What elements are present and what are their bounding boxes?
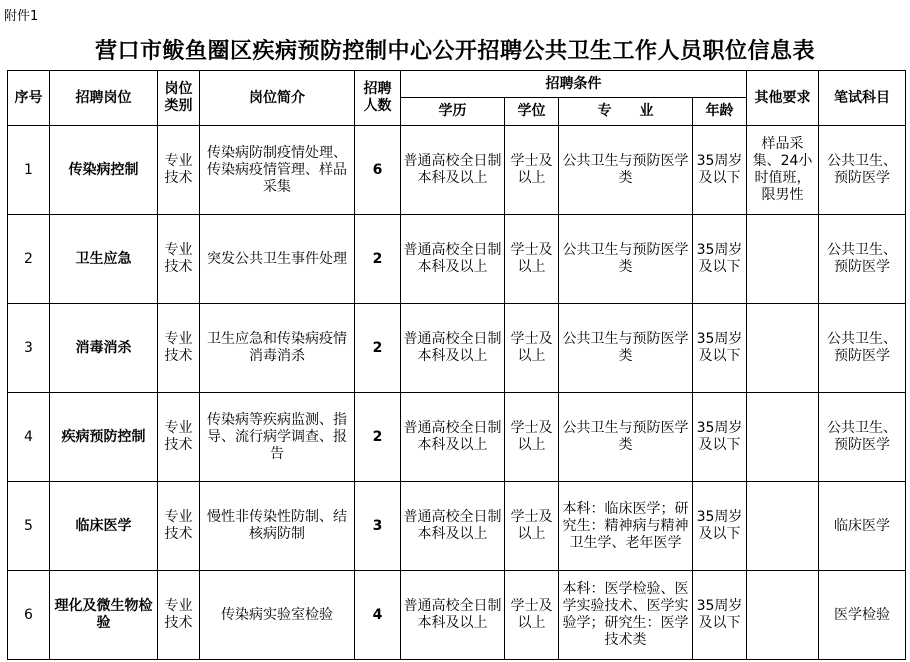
cell-intro: 传染病等疾病监测、指导、流行病学调查、报告: [200, 393, 355, 482]
cell-post: 临床医学: [50, 482, 158, 571]
cell-age: 35周岁及以下: [693, 482, 747, 571]
cell-age: 35周岁及以下: [693, 126, 747, 215]
cell-count: 6: [355, 126, 401, 215]
cell-degree: 学士及以上: [505, 215, 559, 304]
cell-degree: 学士及以上: [505, 126, 559, 215]
cell-intro: 传染病实验室检验: [200, 571, 355, 660]
cell-post: 消毒消杀: [50, 304, 158, 393]
cell-major: 公共卫生与预防医学类: [559, 126, 693, 215]
cell-post: 传染病控制: [50, 126, 158, 215]
cell-age: 35周岁及以下: [693, 571, 747, 660]
table-row: [8, 393, 906, 482]
cell-category: 专业技术: [158, 304, 200, 393]
cell-post: 卫生应急: [50, 215, 158, 304]
cell-intro: 卫生应急和传染病疫情消毒消杀: [200, 304, 355, 393]
header-seq: 序号: [8, 71, 50, 126]
cell-count: 2: [355, 304, 401, 393]
table-row: [8, 215, 906, 304]
cell-age: 35周岁及以下: [693, 215, 747, 304]
cell-count: 2: [355, 215, 401, 304]
header-category: 岗位类别: [158, 71, 200, 126]
table-row: [8, 571, 906, 660]
cell-post: 疾病预防控制: [50, 393, 158, 482]
cell-exam: 公共卫生、预防医学: [819, 126, 906, 215]
header-intro: 岗位简介: [200, 71, 355, 126]
cell-other: [747, 304, 819, 393]
header-education: 学历: [401, 98, 505, 126]
cell-seq: 2: [8, 215, 50, 304]
cell-major: 公共卫生与预防医学类: [559, 304, 693, 393]
cell-major: 公共卫生与预防医学类: [559, 215, 693, 304]
cell-exam: 医学检验: [819, 571, 906, 660]
cell-degree: 学士及以上: [505, 304, 559, 393]
header-row-1: [8, 71, 906, 98]
attachment-label: 附件1: [4, 9, 39, 24]
header-degree: 学位: [505, 98, 559, 126]
cell-education: 普通高校全日制本科及以上: [401, 304, 505, 393]
cell-major: 本科：医学检验、医学实验技术、医学实验学；研究生：医学技术类: [559, 571, 693, 660]
cell-category: 专业技术: [158, 482, 200, 571]
table-row: [8, 304, 906, 393]
cell-count: 3: [355, 482, 401, 571]
header-major: 专 业: [559, 98, 693, 126]
cell-education: 普通高校全日制本科及以上: [401, 571, 505, 660]
cell-intro: 传染病防制疫情处理、传染病疫情管理、样品采集: [200, 126, 355, 215]
cell-education: 普通高校全日制本科及以上: [401, 215, 505, 304]
cell-exam: 公共卫生、预防医学: [819, 304, 906, 393]
cell-category: 专业技术: [158, 393, 200, 482]
cell-count: 4: [355, 571, 401, 660]
cell-education: 普通高校全日制本科及以上: [401, 482, 505, 571]
header-count: 招聘人数: [355, 71, 401, 126]
header-other: 其他要求: [747, 71, 819, 126]
cell-education: 普通高校全日制本科及以上: [401, 393, 505, 482]
cell-intro: 慢性非传染性防制、结核病防制: [200, 482, 355, 571]
cell-age: 35周岁及以下: [693, 304, 747, 393]
cell-education: 普通高校全日制本科及以上: [401, 126, 505, 215]
cell-major: 公共卫生与预防医学类: [559, 393, 693, 482]
page-title: 营口市鲅鱼圈区疾病预防控制中心公开招聘公共卫生工作人员职位信息表: [94, 39, 815, 64]
cell-intro: 突发公共卫生事件处理: [200, 215, 355, 304]
cell-category: 专业技术: [158, 571, 200, 660]
cell-exam: 公共卫生、预防医学: [819, 393, 906, 482]
cell-seq: 4: [8, 393, 50, 482]
cell-exam: 公共卫生、预防医学: [819, 215, 906, 304]
cell-other: [747, 482, 819, 571]
table-row: [8, 126, 906, 215]
position-table: [7, 70, 906, 660]
cell-category: 专业技术: [158, 215, 200, 304]
cell-seq: 1: [8, 126, 50, 215]
cell-exam: 临床医学: [819, 482, 906, 571]
header-post: 招聘岗位: [50, 71, 158, 126]
cell-seq: 6: [8, 571, 50, 660]
cell-other: [747, 571, 819, 660]
cell-count: 2: [355, 393, 401, 482]
table-row: [8, 482, 906, 571]
cell-degree: 学士及以上: [505, 482, 559, 571]
cell-other: [747, 393, 819, 482]
cell-category: 专业技术: [158, 126, 200, 215]
header-age: 年龄: [693, 98, 747, 126]
cell-age: 35周岁及以下: [693, 393, 747, 482]
cell-seq: 3: [8, 304, 50, 393]
header-conditions: 招聘条件: [401, 71, 747, 98]
cell-other: [747, 215, 819, 304]
cell-seq: 5: [8, 482, 50, 571]
cell-degree: 学士及以上: [505, 393, 559, 482]
header-exam: 笔试科目: [819, 71, 906, 126]
cell-degree: 学士及以上: [505, 571, 559, 660]
cell-major: 本科：临床医学；研究生：精神病与精神卫生学、老年医学: [559, 482, 693, 571]
cell-post: 理化及微生物检验: [50, 571, 158, 660]
cell-other: 样品采集、24小时值班，限男性: [747, 126, 819, 215]
